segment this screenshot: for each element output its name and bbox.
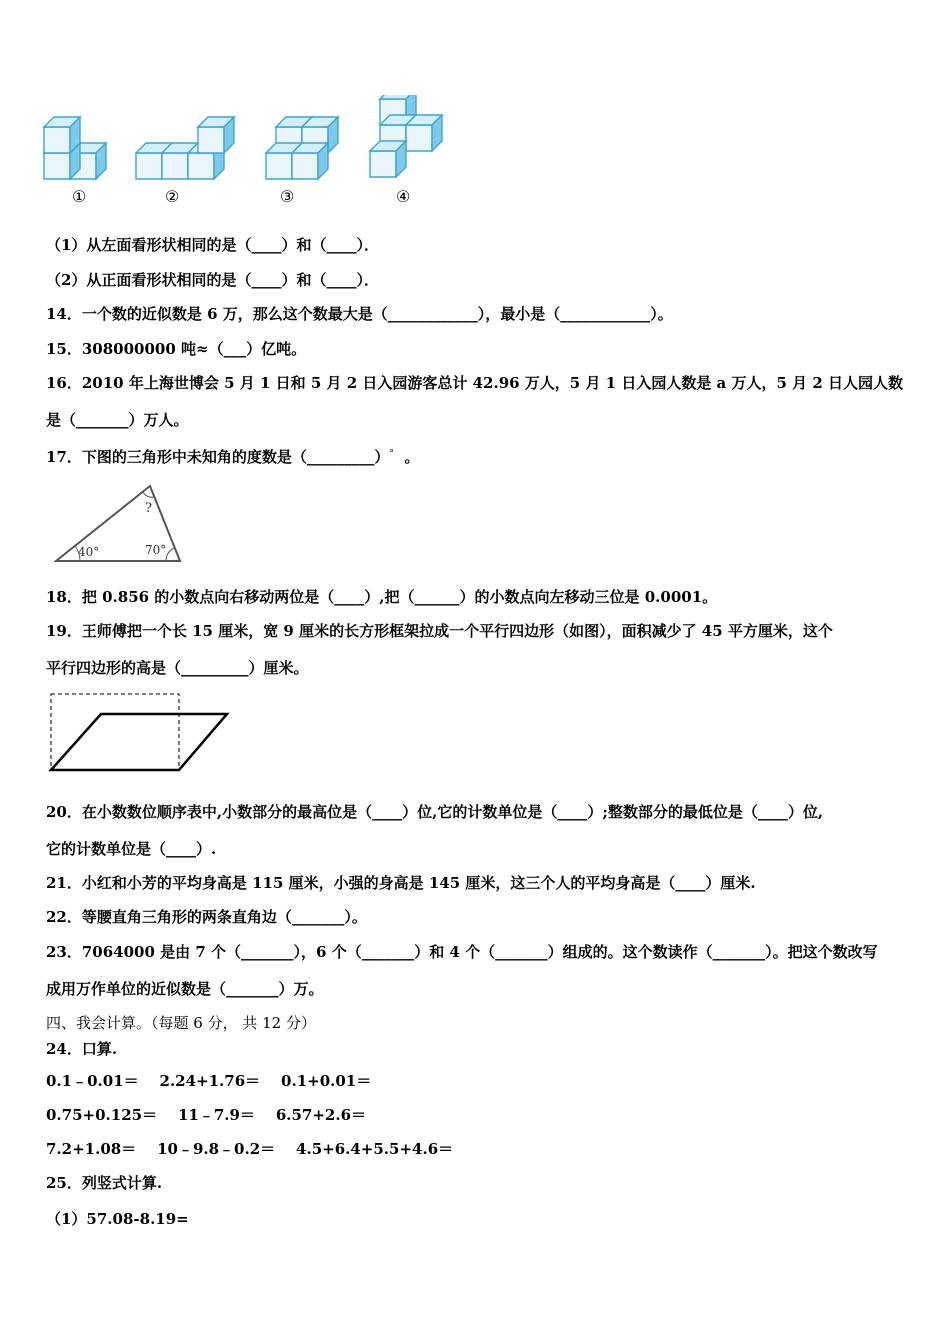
- q24-row1: 0.1﹣0.01＝ 2.24+1.76＝ 0.1+0.01＝: [46, 1072, 372, 1090]
- q23-line1: 23．7064000 是由 7 个（_______），6 个（_______）和 4 个（_______）组成的。这个数读作（_______）。把这个数改写: [46, 943, 878, 961]
- cube-label-3: ③: [280, 187, 295, 206]
- q15: 15．308000000 吨≈（___）亿吨。: [46, 340, 307, 358]
- q17: [46, 444, 419, 467]
- q22: 22．等腰直角三角形的两条直角边（_______）。: [46, 908, 367, 926]
- cube-label-2: ②: [165, 187, 180, 206]
- q18: 18．把 0.856 的小数点向右移动两位是（____）,把（______）的小数点向左移动三位是 0.0001。: [46, 588, 718, 606]
- angle-right: 70°: [145, 543, 167, 557]
- cube-figure-1: [44, 117, 106, 179]
- degree-mark: °: [389, 449, 394, 459]
- dashed-rectangle: [51, 694, 179, 770]
- q24-title: 24．口算.: [46, 1040, 118, 1058]
- q13-sub2: （2）从正面看形状相同的是（____）和（____）．: [46, 271, 379, 289]
- q24-row3: 7.2+1.08＝ 10﹣9.8﹣0.2＝ 4.5+6.4+5.5+4.6＝: [46, 1140, 454, 1158]
- cube-figure-2: [136, 117, 234, 179]
- q13-sub1: （1）从左面看形状相同的是（____）和（____）．: [46, 236, 379, 254]
- angle-left: 40°: [78, 545, 100, 559]
- arc-right: [166, 548, 174, 561]
- cube-figure-3: [266, 117, 338, 179]
- q19-line2: 平行四边形的高是（_________）厘米。: [46, 659, 309, 677]
- cube-figure-4: [370, 95, 442, 177]
- q17-end: 。: [404, 448, 420, 466]
- section4-heading: 四、我会计算。（每题 6 分， 共 12 分）: [46, 1014, 316, 1032]
- q20-line1: 20．在小数数位顺序表中,小数部分的最高位是（____）位,它的计数单位是（____）;整数部分的最低位是（____）位,: [46, 803, 824, 821]
- q19-line1: 19．王师傅把一个长 15 厘米，宽 9 厘米的长方形框架拉成一个平行四边形（如图），面积减少了 45 平方厘米，这个: [46, 622, 833, 640]
- q25-title: 25．列竖式计算.: [46, 1174, 163, 1192]
- q16-line1: 16．2010 年上海世博会 5 月 1 日和 5 月 2 日入园游客总计 42.96 万人，5 月 1 日入园人数是 a 万人，5 月 2 日人园人数: [46, 374, 904, 392]
- q21: 21．小红和小芳的平均身高是 115 厘米，小强的身高是 145 厘米，这三个人的平均身高是（____）厘米.: [46, 874, 756, 892]
- q14: 14．一个数的近似数是 6 万，那么这个数最大是（____________），最小是（____________）。: [46, 305, 673, 323]
- q23-line2: 成用万作单位的近似数是（_______）万。: [46, 980, 324, 998]
- cube-figures: [40, 95, 460, 185]
- angle-unknown: ?: [145, 501, 152, 516]
- cube-label-4: ④: [396, 187, 411, 206]
- q25-sub1: （1）57.08-8.19=: [46, 1210, 189, 1228]
- q24-row2: 0.75+0.125＝ 11﹣7.9＝ 6.57+2.6＝: [46, 1106, 367, 1124]
- parallelogram-shape: [51, 714, 227, 770]
- q16-line2: 是（_______）万人。: [46, 411, 189, 429]
- parallelogram-figure: [45, 690, 235, 775]
- q20-line2: 它的计数单位是（____）.: [46, 840, 217, 858]
- triangle-figure: [50, 478, 190, 568]
- q17-text: 17．下图的三角形中未知角的度数是（_________）: [46, 448, 390, 466]
- cube-label-1: ①: [72, 187, 87, 206]
